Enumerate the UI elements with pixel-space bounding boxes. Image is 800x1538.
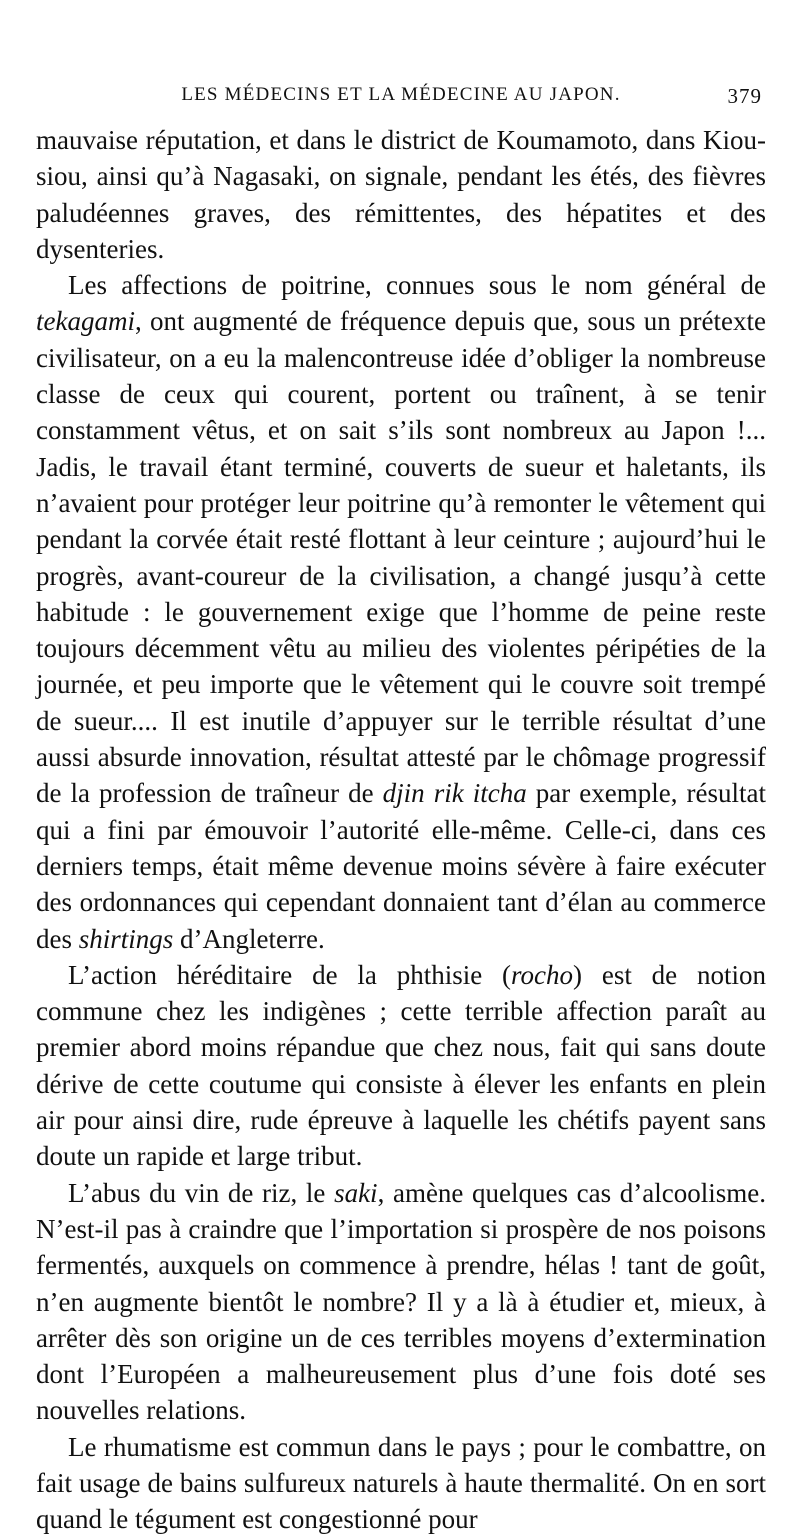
italic-term: saki bbox=[334, 1177, 378, 1208]
italic-term: tekagami bbox=[36, 306, 135, 337]
book-page bbox=[36, 78, 766, 1538]
paragraph bbox=[36, 267, 766, 957]
text-run: L’abus du vin de riz, le bbox=[68, 1177, 335, 1208]
body-text bbox=[36, 122, 766, 1538]
page-number: 379 bbox=[727, 84, 762, 108]
italic-term: djin rik itcha bbox=[382, 778, 527, 809]
paragraph bbox=[36, 1429, 766, 1538]
paragraph bbox=[36, 957, 766, 1175]
text-run: Les affections de poitrine, connues sous le nom général de bbox=[68, 270, 766, 301]
italic-term: rocho bbox=[511, 959, 574, 990]
running-title: LES MÉDECINS ET LA MÉDECINE AU JAPON. bbox=[181, 84, 621, 105]
text-run: d’Angleterre. bbox=[173, 923, 325, 954]
text-run: , ont augmenté de fréquence depuis que, sous un prétexte civilisateur, on a eu la malencontreuse idée d’obliger la nombreuse classe de ceux qui courent, portent ou traînent, à se tenir constamment vêtus, et on sait s’ils sont nombreux au Japon !... Jadis, le travail étant terminé, couverts de sueur et haletants, ils n’avaient pour protéger leur poitrine qu’à remonter le vêtement qui pendant la corvée était resté flottant à leur ceinture ; aujourd’hui le progrès, avant-coureur de la civilisation, a changé jusqu’à cette habitude : le gouvernement exige que l’homme de peine reste toujours décemment vêtu au milieu des violentes péripéties de la journée, et peu importe que le vêtement qui le couvre soit trempé de sueur.... Il est inutile d’appuyer sur le terrible résultat d’une aussi absurde innovation, résultat attesté par le chômage progressif de la profession de traîneur de bbox=[36, 306, 766, 809]
text-run: ) est de notion commune chez les indigènes ; cette terrible affection paraît au premier abord moins répandue que chez nous, fait qui sans doute dérive de cette coutume qui consiste à élever les enfants en plein air pour ainsi dire, rude épreuve à laquelle les chétifs payent sans doute un rapide et large tribut. bbox=[36, 959, 766, 1172]
text-run: L’action héréditaire de la phthisie ( bbox=[68, 959, 512, 990]
paragraph bbox=[36, 1175, 766, 1429]
text-run: Le rhumatisme est commun dans le pays ; pour le combattre, on fait usage de bains sulfureux naturels à haute thermalité. On en sort quand le tégument est congestionné pour bbox=[36, 1431, 766, 1535]
text-run: mauvaise réputation, et dans le district de Koumamoto, dans Kiou-siou, ainsi qu’à Nagasaki, on signale, pendant les étés, des fièvres paludéennes graves, des rémittentes, des hépatites et des dysenteries. bbox=[36, 125, 766, 264]
paragraph bbox=[36, 122, 766, 267]
text-run: par exemple, résultat qui a fini par émouvoir l’autorité elle-même. Celle-ci, dans ces derniers temps, était même devenue moins sévère à faire exécuter des ordonnances qui cependant donnaient tant d’élan au commerce des bbox=[36, 778, 767, 954]
italic-term: shirtings bbox=[78, 923, 174, 954]
running-header bbox=[36, 78, 766, 118]
text-run: , amène quelques cas d’alcoolisme. N’est-il pas à craindre que l’importation si prospère de nos poisons fermentés, auxquels on commence à prendre, hélas ! tant de goût, n’en augmente bientôt le nombre? Il y a là à étudier et, mieux, à arrêter dès son origine un de ces terribles moyens d’extermination dont l’Européen a malheureusement plus d’une fois doté ses nouvelles relations. bbox=[36, 1177, 766, 1426]
